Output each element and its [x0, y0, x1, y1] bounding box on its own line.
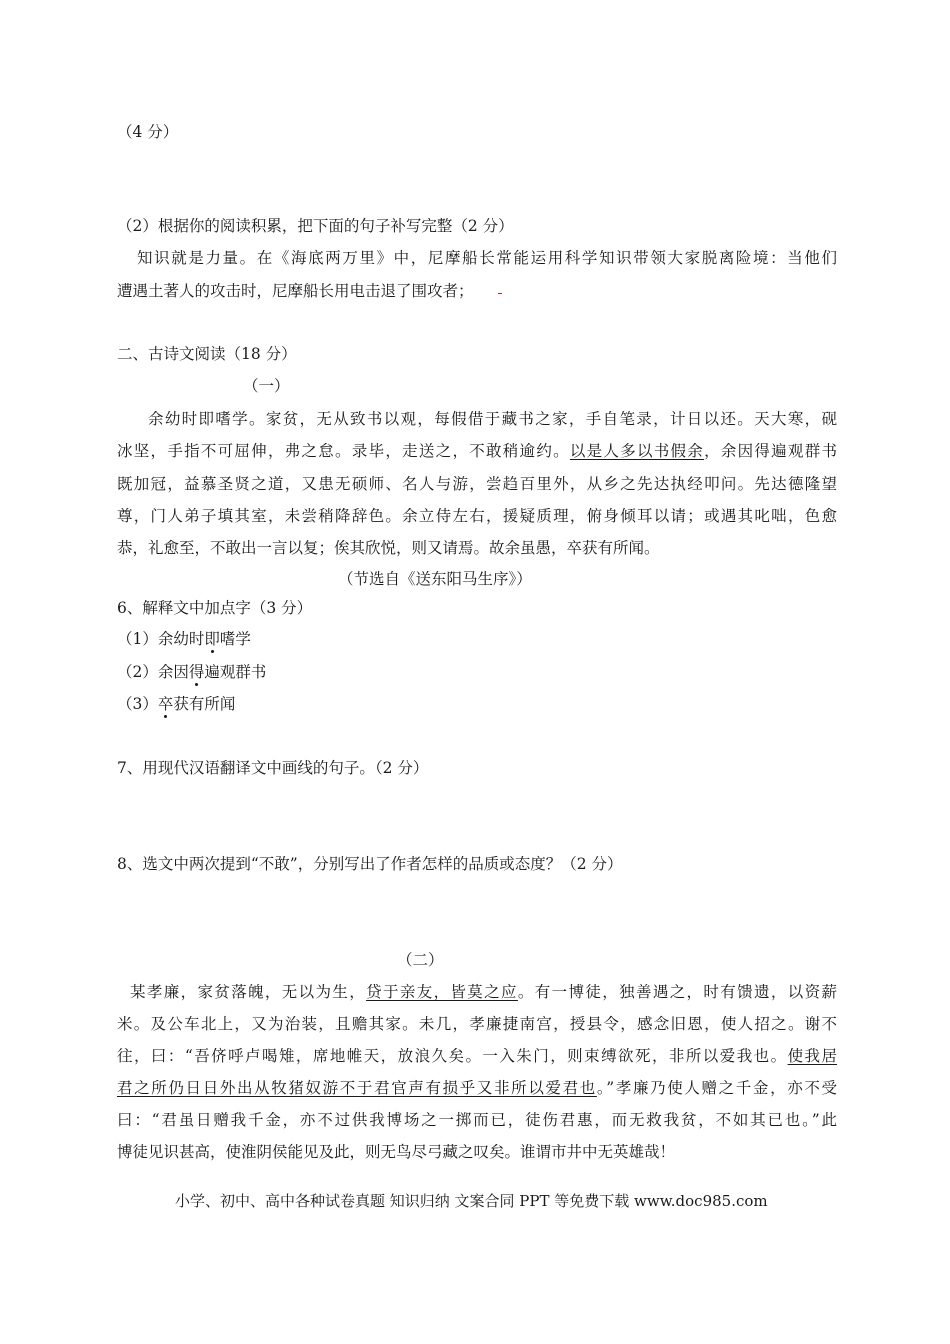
passage-1-line: 既加冠，益慕圣贤之道，又患无硕师、名人与游，尝趋百里外，从乡之先达执经叩问。先达德隆望 [117, 475, 837, 493]
item-text: （3） [117, 695, 158, 713]
passage-2-text: 。”孝廉乃使人赠之千金，亦不受 [596, 1079, 837, 1097]
score-note: （4 分） [117, 123, 179, 141]
underlined-sentence: 君之所仍日日外出从牧猪奴游不于君官声有损乎又非所以爱君也 [117, 1079, 597, 1097]
item-text: 嗜学 [219, 630, 251, 648]
passage-1-line: 余幼时即嗜学。家贫，无从致书以观，每假借于藏书之家，手自笔录，计日以还。天大寒，砚 [148, 410, 837, 428]
question-7: 7、用现代汉语翻译文中画线的句子。（2 分） [117, 759, 429, 777]
item-text: 遍观群书 [204, 663, 267, 681]
passage-1-line [117, 440, 837, 462]
passage-2-text: 某孝廉，家贫落魄，无以为生， [130, 983, 367, 1001]
item-text: （1）余幼时 [117, 630, 205, 648]
passage-1-text: ，余因得遍观群书 [704, 442, 837, 460]
dotted-char: 卒 [157, 695, 174, 713]
passage-1-text: 冰坚，手指不可屈伸，弗之怠。录毕，走送之，不敢稍逾约。 [117, 442, 570, 460]
passage-2-line: 曰：“君虽日赠我千金，亦不过供我博场之一掷而已，徒伤君惠，而无救我贫，不如其已也。”此 [117, 1111, 837, 1129]
underlined-sentence: 以是人多以书假余 [569, 442, 705, 460]
question-6-heading: 6、解释文中加点字（3 分） [117, 599, 313, 617]
question-6-item-2 [117, 661, 266, 683]
section-2-title: 二、古诗文阅读（18 分） [117, 345, 297, 363]
question-2-heading: （2）根据你的阅读积累，把下面的句子补写完整（2 分） [117, 217, 514, 235]
passage-2-line [117, 1045, 837, 1067]
item-text: （2）余因 [117, 663, 189, 681]
passage-1-line: 恭，礼愈至，不敢出一言以复；俟其欣悦，则又请焉。故余虽愚，卒获有所闻。 [117, 539, 660, 557]
part-2-label: （二） [397, 951, 444, 969]
question-2-line-2: 遭遇土著人的攻击时，尼摩船长用电击退了围攻者； [117, 282, 474, 300]
red-mark [498, 293, 502, 294]
question-8: 8、选文中两次提到“不敢”，分别写出了作者怎样的品质或态度？（2 分） [117, 855, 623, 873]
passage-1-source: （节选自《送东阳马生序》） [338, 570, 532, 588]
passage-2-line [117, 1077, 837, 1099]
question-6-item-3 [117, 693, 235, 715]
passage-2-line [117, 981, 837, 1003]
passage-2-line: 米。及公车北上，又为治装，且赡其家。未几，孝廉捷南宫，授县令，感念旧恩，使人招之。谢不 [117, 1015, 837, 1033]
part-1-label: （一） [243, 377, 290, 395]
underlined-phrase: 贷于亲友，皆莫之应 [366, 983, 518, 1001]
question-2-line-1: 知识就是力量。在《海底两万里》中，尼摩船长常能运用科学知识带领大家脱离险境：当他们 [137, 249, 837, 267]
passage-1-line: 尊，门人弟子填其室，未尝稍降辞色。余立侍左右，援疑质理，俯身倾耳以请；或遇其叱咄，色愈 [117, 507, 837, 525]
dotted-char: 得 [188, 663, 205, 681]
underlined-sentence: 使我居 [787, 1047, 837, 1065]
dotted-char: 即 [204, 630, 220, 648]
question-6-item-1 [117, 628, 251, 650]
page-footer: 小学、初中、高中各种试卷真题 知识归纳 文案合同 PPT 等免费下载 www.doc985.com [175, 1192, 768, 1210]
passage-2-text: 往，曰：“吾侪呼卢喝雉，席地帷天，放浪久矣。一入朱门，则束缚欲死，非所以爱我也。 [117, 1047, 788, 1065]
item-text: 获有所闻 [173, 695, 236, 713]
passage-2-line: 博徒见识甚高，使淮阴侯能见及此，则无鸟尽弓藏之叹矣。谁谓市井中无英雄哉！ [117, 1143, 676, 1161]
passage-2-text: 。有一博徒，独善遇之，时有馈遗，以资薪 [517, 983, 837, 1001]
